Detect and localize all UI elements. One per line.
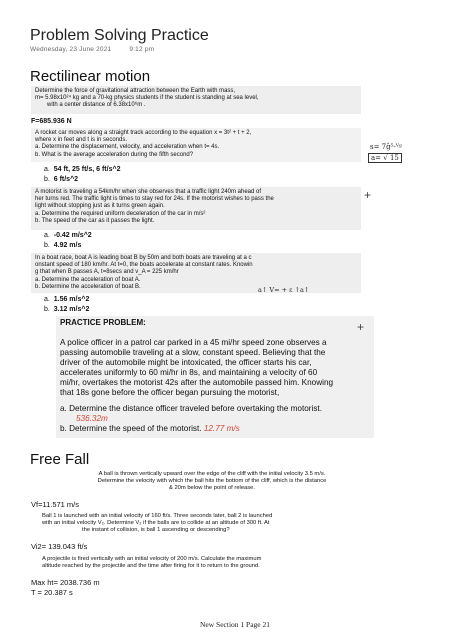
plus-icon[interactable]: + bbox=[357, 320, 365, 334]
page-date: Wednesday, 23 June 2021 bbox=[30, 46, 112, 53]
problem-2-answer-b-value: 6 ft/s^2 bbox=[53, 176, 79, 183]
practice-question-a: a. Determine the distance officer traveled before overtaking the motorist. bbox=[60, 404, 322, 413]
practice-answer-a: 536.32m bbox=[76, 414, 108, 423]
freefall-problem-2 bbox=[42, 513, 382, 535]
practice-line-4: accelerates uniformly to 60 mi/hr in 8s, and maintaining a velocity of 60 bbox=[60, 368, 318, 377]
page-meta bbox=[30, 46, 170, 53]
freefall-3-line-2: altitude reached by the projectile and the time after firing for it to return to the ground. bbox=[42, 563, 260, 570]
problem-3-answer-b-value: 4.92 m/s bbox=[53, 242, 82, 249]
problem-2-handwriting-1: s= 7ĝ⁵-ⱽᵍ bbox=[370, 143, 402, 151]
problem-4-line-5: b. Determine the acceleration of boat B. bbox=[35, 283, 141, 290]
problem-4-line-3: g that when B passes A, t=8secs and v_A = 225 km/hr bbox=[35, 269, 179, 276]
problem-4-clip bbox=[31, 253, 361, 293]
problem-2-handwriting-2: a= √ 15 bbox=[368, 153, 402, 163]
page-title: Problem Solving Practice bbox=[30, 27, 209, 44]
problem-2-line-3: a. Determine the displacement, velocity, and acceleration when t= 4s. bbox=[35, 144, 220, 151]
problem-1-line-3: with a center distance of 6.38x10⁶m . bbox=[47, 102, 146, 109]
problem-3-answer-b: b. 4.92 m/s bbox=[44, 242, 82, 249]
freefall-2-line-1: Ball 1 is launched with an initial velocity of 160 ft/s. Three seconds later, ball 2 is launched bbox=[42, 513, 273, 519]
problem-3-line-4: a. Determine the required uniform deceleration of the car in m/s² bbox=[35, 210, 206, 217]
practice-line-3: driver of the automobile might be intoxicated, the officer starts his car, bbox=[60, 358, 312, 367]
freefall-1-answer: Vf=11.571 m/s bbox=[31, 500, 80, 509]
problem-3-clip bbox=[31, 187, 361, 230]
problem-3-answer-a-value: -0.42 m/s^2 bbox=[53, 232, 92, 239]
freefall-3-answer-1: Max ht= 2038.736 m bbox=[31, 578, 100, 587]
rectilinear-heading: Rectilinear motion bbox=[30, 68, 151, 85]
problem-4-answer-a: a. 1.56 m/s^2 bbox=[44, 296, 90, 303]
plus-icon[interactable]: + bbox=[364, 188, 372, 202]
practice-answer-b: 12.77 m/s bbox=[203, 424, 240, 433]
problem-2-line-1: A rocket car moves along a straight track according to the equation x = 3t² + t + 2, bbox=[35, 130, 252, 136]
freefall-heading: Free Fall bbox=[30, 451, 90, 468]
page-time: 9:12 pm bbox=[129, 46, 155, 53]
freefall-3-answer-2: T = 20.387 s bbox=[31, 588, 73, 597]
practice-line-6: that 18s gone before the officer began pursuing the motorist, bbox=[60, 388, 280, 397]
problem-4-answer-a-value: 1.56 m/s^2 bbox=[53, 296, 90, 303]
problem-1-line-2: m= 5.98x10²⁴ kg and a 70-kg physics students if the student is standing at sea level, bbox=[35, 95, 259, 102]
problem-2-line-4: b. What is the average acceleration during the fifth second? bbox=[35, 151, 194, 158]
problem-4-answer-b-value: 3.12 m/s^2 bbox=[53, 306, 90, 313]
problem-3-line-5: b. The speed of the car as it passes the light. bbox=[35, 217, 155, 224]
page-footer: New Section 1 Page 21 bbox=[200, 620, 270, 629]
problem-4-line-4: a. Determine the acceleration of boat A. bbox=[35, 276, 141, 283]
problem-1-line-1: Determine the force of gravitational attraction between the Earth with mass, bbox=[35, 88, 236, 94]
practice-line-2: passing automobile traveling at a slow, constant speed. Believing that the bbox=[60, 348, 326, 357]
freefall-2-line-2: with an initial velocity V₂. Determine V₂ if the balls are to collide at an altitude of 300 ft. At bbox=[42, 520, 270, 527]
practice-problem-heading: PRACTICE PROBLEM: bbox=[60, 318, 146, 327]
freefall-3-line-1: A projectile is fired vertically with an initial velocity of 200 m/s. Calculate the maximum bbox=[42, 556, 262, 562]
problem-2-answer-a-value: 54 ft, 25 ft/s, 6 ft/s^2 bbox=[53, 166, 121, 173]
problem-2-answer-b: b. 6 ft/s^2 bbox=[44, 176, 79, 183]
problem-4-answer-b: b. 3.12 m/s^2 bbox=[44, 306, 90, 313]
problem-3-line-1: A motorist is traveling a 54km/hr when she observes that a traffic light 240m ahead of bbox=[35, 189, 262, 195]
problem-3-line-2: her turns red. The traffic light is times to stay red for 24s. If the motorist wishes to pass the bbox=[35, 196, 274, 203]
problem-2-line-2: where x in feet and t is in seconds. bbox=[35, 137, 128, 144]
problem-3-answer-a: a. -0.42 m/s^2 bbox=[44, 232, 92, 239]
problem-2-clip bbox=[31, 128, 361, 162]
problem-1-clip bbox=[31, 86, 361, 114]
freefall-2-line-3: the instant of collision, is ball 1 ascending or descending? bbox=[82, 527, 230, 534]
freefall-problem-1 bbox=[42, 471, 382, 493]
practice-line-5: mi/hr, overtakes the motorist 42s after the automobile passed him. Knowing bbox=[60, 378, 334, 387]
problem-1-answer: F=685.936 N bbox=[31, 118, 72, 125]
freefall-2-answer: Vi2= 139.043 ft/s bbox=[31, 542, 88, 551]
freefall-1-line-1: A ball is thrown vertically upward over the edge of the cliff with the initial velocity 3.5 m/s. bbox=[98, 471, 326, 477]
freefall-1-line-2: Determine the velocity with which the ball hits the bottom of the cliff, which is the distance bbox=[97, 478, 327, 485]
freefall-1-line-3: & 20m below the point of release. bbox=[168, 485, 256, 492]
practice-line-1: A police officer in a patrol car parked in a 45 mi/hr speed zone observes a bbox=[60, 338, 327, 347]
practice-question-b bbox=[60, 424, 372, 434]
problem-2-answer-a: a. 54 ft, 25 ft/s, 6 ft/s^2 bbox=[44, 166, 121, 173]
practice-problem-text bbox=[60, 338, 372, 434]
problem-4-line-2: onstant speed of 180 km/hr. At t=0, the boats accelerate at constant rates. Knowin bbox=[35, 262, 253, 269]
problem-3-line-3: light without stopping just as it turns green again. bbox=[35, 203, 165, 210]
freefall-problem-3 bbox=[42, 556, 382, 570]
problem-4-handwriting: a↑ V= + ε ↑a↑ bbox=[258, 286, 310, 294]
practice-question-b-text: b. Determine the speed of the motorist. bbox=[60, 424, 202, 433]
problem-4-line-1: In a boat race, boat A is leading boat B by 50m and both boats are traveling at a c bbox=[35, 255, 252, 261]
